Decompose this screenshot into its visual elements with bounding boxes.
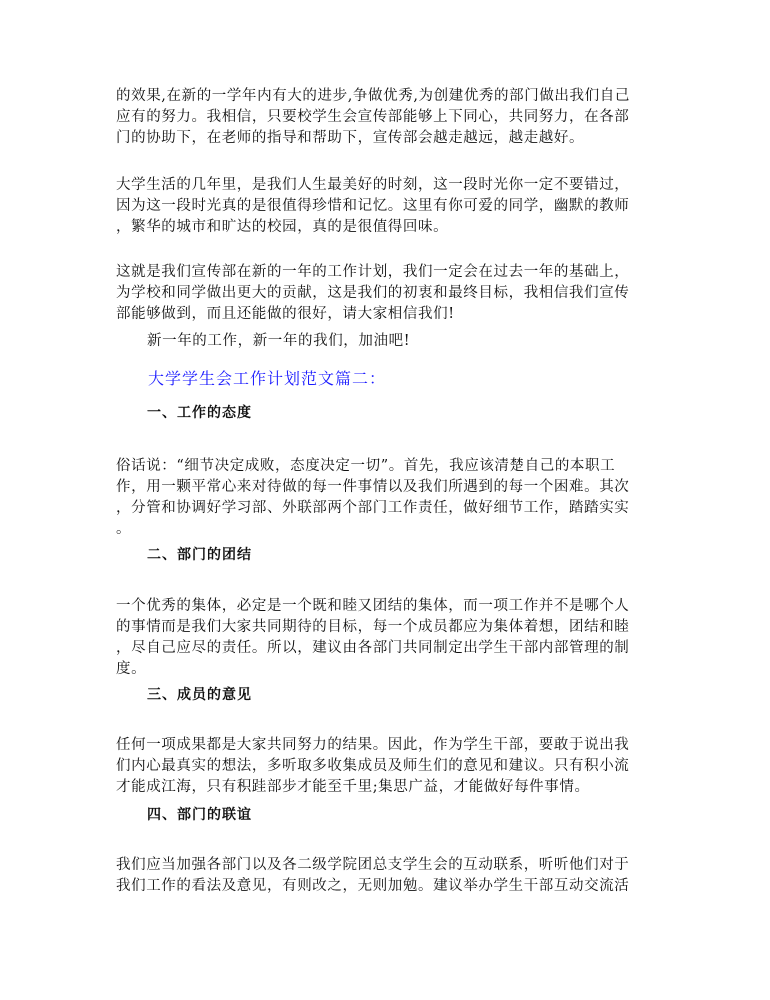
text-line: 们内心最真实的想法，多听取多收集成员及师生们的意见和建议。只有积小流 (116, 758, 630, 774)
paragraph-attitude (116, 456, 656, 540)
text-line: 的事情而是我们大家共同期待的目标，每一个成员都应为集体着想，团结和睦 (116, 619, 630, 635)
text-line: 俗话说：“细节决定成败，态度决定一切”。首先，我应该清楚自己的本职工 (116, 458, 616, 474)
paragraph-effect (116, 86, 656, 149)
section-title: 大学学生会工作计划范文篇二： (148, 369, 387, 388)
text-line: 应有的努力。我相信，只要校学生会宣传部能够上下同心，共同努力，在各部 (116, 109, 630, 125)
paragraph-college-life (116, 175, 656, 238)
text-line: 作，用一颗平常心来对待做的每一件事情以及我们所遇到的每一个困难。其次 (116, 479, 630, 495)
subheading-attitude: 一、工作的态度 (147, 405, 252, 421)
text-line: 度。 (116, 661, 147, 677)
paragraph-unity (116, 596, 656, 680)
paragraph-cheer: 新一年的工作，新一年的我们，加油吧! (147, 333, 411, 349)
text-line: 门的协助下，在老师的指导和帮助下，宣传部会越走越远，越走越好。 (116, 130, 585, 146)
subheading-unity: 二、部门的团结 (147, 547, 252, 563)
text-line: 这就是我们宣传部在新的一年的工作计划，我们一定会在过去一年的基础上， (116, 264, 630, 280)
text-line: ，分管和协调好学习部、外联部两个部门工作责任，做好细节工作，踏踏实实 (116, 500, 630, 516)
text-line: 我们工作的看法及意见，有则改之，无则加勉。建议举办学生干部互动交流活 (116, 878, 630, 894)
paragraph-opinions (116, 735, 656, 798)
text-line: 部能够做到，而且还能做的很好，请大家相信我们! (116, 306, 455, 322)
text-line: 。 (116, 521, 132, 537)
text-line: ，尽自己应尽的责任。所以，建议由各部门共同制定出学生干部内部管理的制 (116, 640, 630, 656)
text-line: 为学校和同学做出更大的贡献，这是我们的初衷和最终目标，我相信我们宣传 (116, 285, 630, 301)
paragraph-work-plan (116, 262, 656, 325)
text-line: ，繁华的城市和旷达的校园，真的是很值得回味。 (116, 219, 449, 235)
text-line: 的效果,在新的一学年内有大的进步,争做优秀,为创建优秀的部门做出我们自己 (116, 88, 630, 104)
subheading-opinions: 三、成员的意见 (147, 687, 252, 703)
text-line: 大学生活的几年里，是我们人生最美好的时刻，这一段时光你一定不要错过， (116, 177, 630, 193)
text-line: 才能成江海，只有积跬部步才能至千里;集思广益，才能做好每件事情。 (116, 779, 590, 795)
text-line: 我们应当加强各部门以及各二级学院团总支学生会的互动联系，听听他们对于 (116, 857, 630, 873)
subheading-friendship: 四、部门的联谊 (147, 807, 252, 823)
text-line: 任何一项成果都是大家共同努力的结果。因此，作为学生干部，要敢于说出我 (116, 737, 630, 753)
text-line: 因为这一段时光真的是很值得珍惜和记忆。这里有你可爱的同学，幽默的教师 (116, 198, 630, 214)
text-line: 一个优秀的集体，必定是一个既和睦又团结的集体，而一项工作并不是哪个人 (116, 598, 630, 614)
paragraph-friendship (116, 855, 656, 897)
